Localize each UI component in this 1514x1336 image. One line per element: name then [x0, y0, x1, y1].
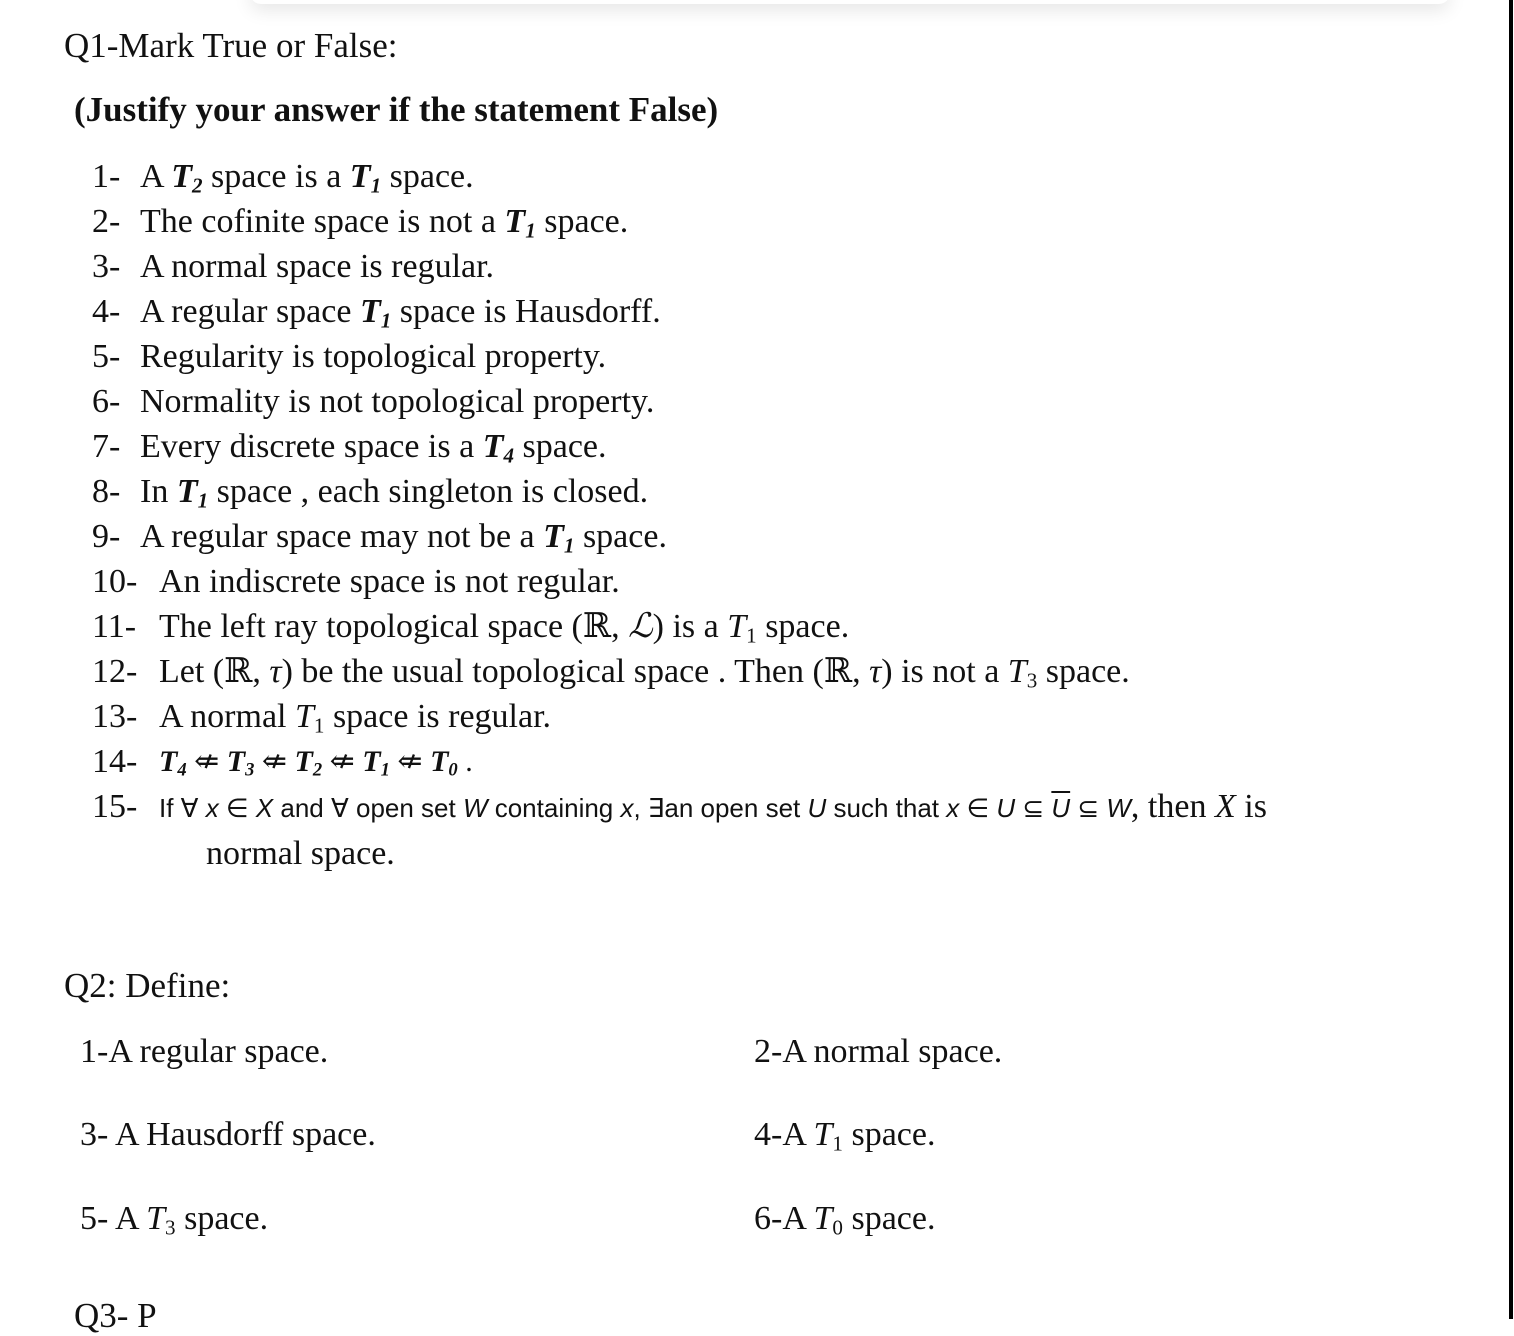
page-edge: [1509, 0, 1513, 1319]
q1-title: Q1-Mark True or False:: [64, 26, 398, 65]
list-item: 6- Normality is not topological property.: [92, 383, 655, 420]
definition-item: 1-A regular space.: [80, 1033, 329, 1070]
list-item: 14- $T_4$ ⇍ $T_3$ ⇍ $T_2$ ⇍ $T_1$ ⇍ $T_0$ .: [92, 743, 473, 781]
list-item: 13- A normal $T_1$ space is regular.: [92, 698, 552, 738]
q1-note: (Justify your answer if the statement False): [74, 90, 719, 129]
list-item: 7- Every discrete space is a $T_4$ space.: [92, 428, 607, 468]
list-item: 1- A $T_2$ space is a $T_1$ space.: [92, 158, 474, 198]
definition-item: 4-A $T_1$ space.: [754, 1116, 936, 1156]
list-item: 15- If ∀ x ∈ X and ∀ open set W containing x, ∃an open set U such that x ∈ U ⊆ $\overline{U}$ ⊆ W, then X is normal space.: [92, 788, 1267, 872]
list-item: 5- Regularity is topological property.: [92, 338, 607, 375]
definition-item: 2-A normal space.: [754, 1033, 1003, 1070]
q1-list: [92, 154, 1492, 877]
definition-item: 3- A Hausdorff space.: [80, 1116, 376, 1153]
list-item: 12- Let (ℝ, τ) be the usual topological space . Then (ℝ, τ) is not a $T_3$ space.: [92, 653, 1130, 693]
definition-item: 6-A $T_0$ space.: [754, 1200, 936, 1240]
q3-title: Q3- P: [74, 1296, 157, 1335]
definition-item: 5- A $T_3$ space.: [80, 1200, 269, 1240]
page-shadow: [250, 0, 1450, 4]
list-item: 9- A regular space may not be a $T_1$ space.: [92, 518, 667, 558]
list-item: 8- In $T_1$ space , each singleton is closed.: [92, 473, 649, 513]
list-item: 2- The cofinite space is not a $T_1$ space.: [92, 203, 629, 243]
list-item: 3- A normal space is regular.: [92, 248, 495, 285]
list-item: 11- The left ray topological space (ℝ, ℒ) is a $T_1$ space.: [92, 608, 850, 648]
list-item: 10- An indiscrete space is not regular.: [92, 563, 620, 600]
list-item: 4- A regular space $T_1$ space is Hausdorff.: [92, 293, 661, 333]
q2-title: Q2: Define:: [64, 966, 231, 1005]
